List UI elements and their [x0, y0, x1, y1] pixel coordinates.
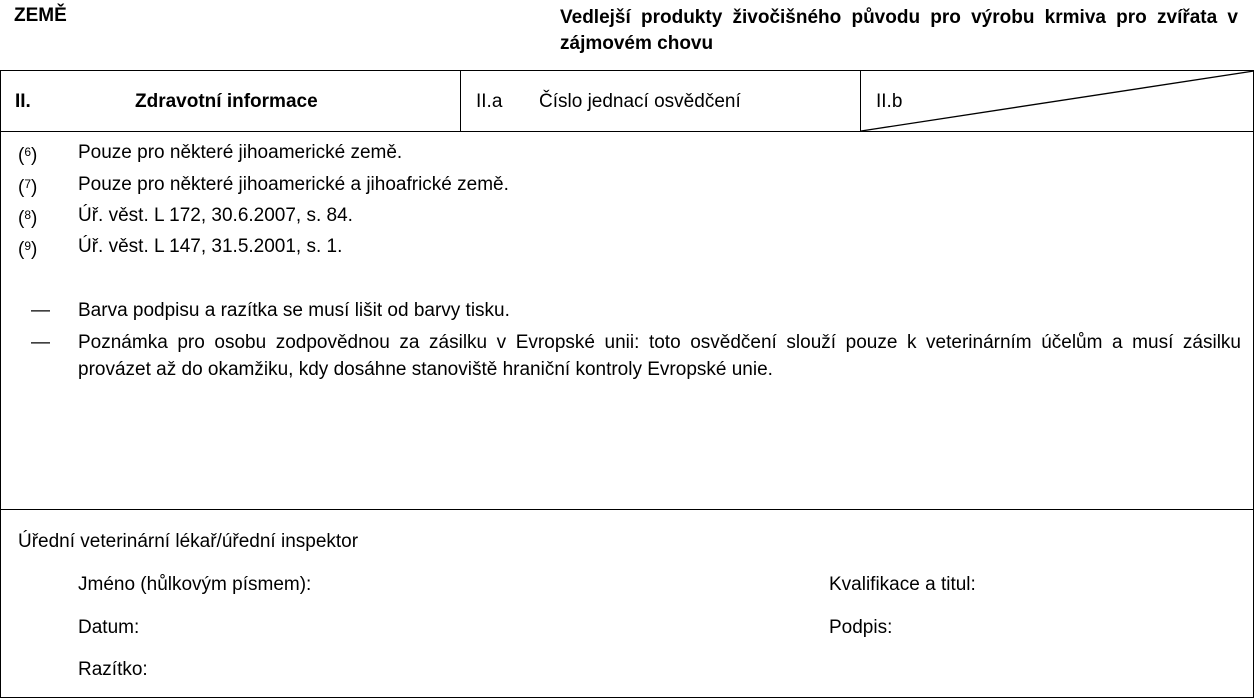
signature-divider [1, 509, 1253, 510]
footnote-marker: ($^9$) [18, 239, 38, 260]
column-divider [460, 71, 461, 131]
cell-a-code: II.a [476, 91, 503, 112]
signature-label: Podpis: [829, 617, 893, 638]
country-label: ZEMĚ [14, 5, 67, 26]
footnote-text: Úř. věst. L 147, 31.5.2001, s. 1. [78, 236, 343, 257]
section-title: Zdravotní informace [135, 91, 318, 112]
footnote-marker: ($^6$) [18, 145, 38, 166]
footnote-marker: ($^8$) [18, 208, 38, 229]
stamp-label: Razítko: [78, 659, 148, 680]
section-number: II. [15, 91, 31, 112]
name-label: Jméno (hůlkovým písmem): [78, 574, 312, 595]
official-veterinarian-heading: Úřední veterinární lékař/úřední inspektor [18, 531, 359, 552]
qualification-label: Kvalifikace a titul: [829, 574, 976, 595]
certificate-frame [0, 70, 1254, 698]
date-label: Datum: [78, 617, 140, 638]
note-text: Poznámka pro osobu zodpovědnou za zásilku v Evropské unii: toto osvědčení slouží pouze k veterinárním účelům a musí zásilku provázet až do okamžiku, kdy dosáhne stanoviště hraniční kontroly Evropské unie. [78, 332, 1241, 380]
note-dash: — [31, 300, 50, 321]
certificate-reference-label: Číslo jednací osvědčení [539, 91, 741, 112]
document-title: Vedlejší produkty živočišného původu pro výrobu krmiva pro zvířata v zájmovém chovu [560, 7, 1238, 54]
footnote-text: Pouze pro některé jihoamerické země. [78, 142, 403, 163]
footnote-text: Úř. věst. L 172, 30.6.2007, s. 84. [78, 205, 353, 226]
cell-b-code: II.b [876, 91, 903, 112]
note-dash: — [31, 332, 50, 353]
footnote-marker: ($^7$) [18, 177, 38, 198]
footnote-text: Pouze pro některé jihoamerické a jihoafrické země. [78, 174, 509, 195]
diagonal-strike-line [861, 71, 1254, 131]
note-text: Barva podpisu a razítka se musí lišit od barvy tisku. [78, 300, 510, 321]
header-divider [1, 131, 1253, 132]
